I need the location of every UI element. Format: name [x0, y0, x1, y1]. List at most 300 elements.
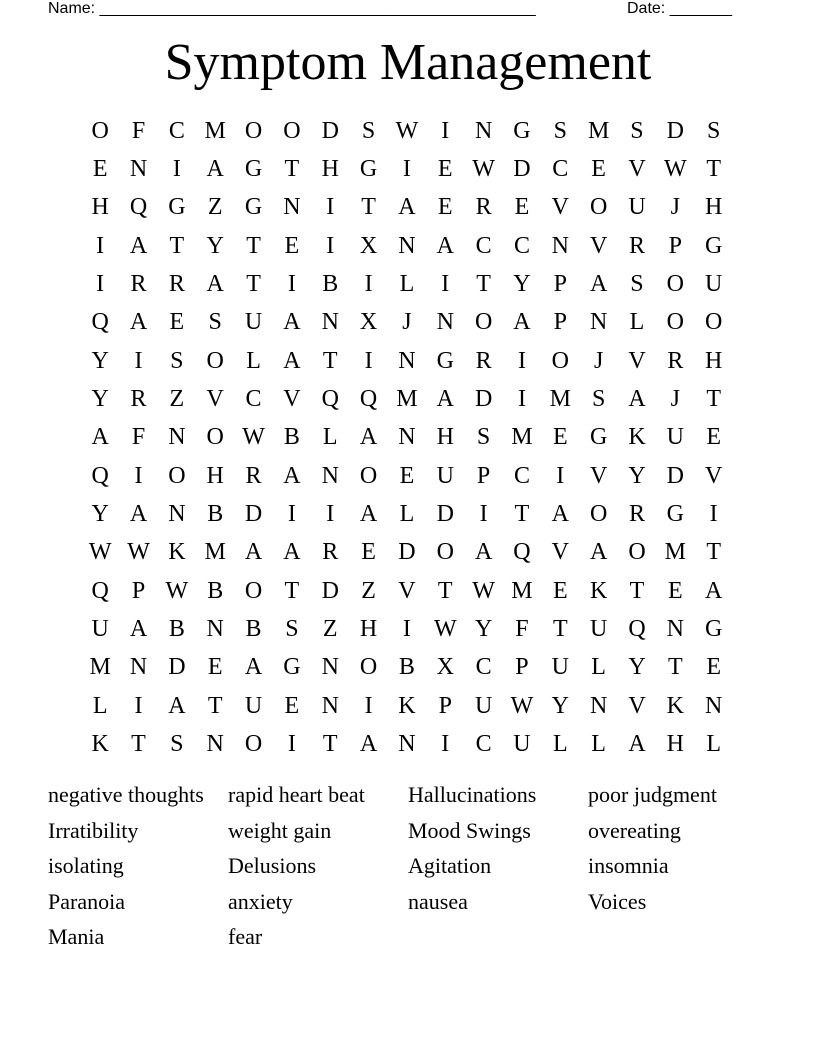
grid-letter: N [321, 309, 339, 336]
grid-letter: I [402, 156, 411, 183]
grid-letter: E [667, 577, 683, 604]
grid-letter: A [589, 271, 608, 298]
grid-letter: T [629, 577, 645, 604]
grid-letter: M [664, 539, 686, 566]
grid-letter: E [92, 156, 108, 183]
grid-letter: O [168, 462, 186, 489]
grid-letter: I [556, 462, 565, 489]
grid-letter: N [474, 117, 493, 144]
word-list-item: Delusions [228, 853, 316, 878]
grid-letter: E [169, 309, 185, 336]
grid-letter: M [511, 424, 533, 451]
grid-letter: G [168, 194, 186, 221]
grid-letter: C [475, 232, 492, 259]
grid-letter: N [168, 501, 186, 528]
grid-letter: C [245, 386, 262, 413]
grid-letter: U [244, 309, 263, 336]
grid-letter: A [283, 309, 301, 336]
grid-letter: A [551, 501, 569, 528]
grid-letter: E [399, 462, 415, 489]
grid-letter: N [168, 424, 186, 451]
grid-letter: B [207, 577, 224, 604]
grid-letter: C [513, 232, 530, 259]
grid-letter: O [244, 731, 263, 758]
grid-letter: N [398, 232, 416, 259]
grid-letter: F [131, 424, 146, 451]
grid-letter: A [436, 386, 454, 413]
grid-letter: O [91, 117, 109, 144]
grid-letter: E [207, 654, 223, 681]
grid-letter: N [206, 731, 224, 758]
grid-letter: A [206, 271, 224, 298]
grid-letter: V [206, 386, 224, 413]
grid-letter: L [591, 654, 606, 681]
grid-letter: I [364, 692, 373, 719]
word-list-item: Mania [48, 924, 105, 949]
grid-letter: I [326, 232, 335, 259]
grid-letter: P [131, 577, 146, 604]
grid-letter: A [359, 501, 378, 528]
grid-letter: J [593, 347, 604, 374]
grid-letter: N [129, 156, 148, 183]
grid-letter: N [589, 692, 608, 719]
grid-letter: G [666, 501, 684, 528]
grid-letter: E [706, 654, 721, 681]
grid-letter: I [134, 462, 143, 489]
grid-letter: O [244, 117, 263, 144]
grid-letter: S [361, 117, 376, 144]
grid-letter: T [706, 539, 721, 566]
grid-letter: Y [91, 501, 109, 528]
grid-letter: E [437, 194, 453, 221]
grid-letter: Y [206, 232, 224, 259]
grid-letter: U [628, 194, 646, 221]
grid-letter: I [441, 117, 450, 144]
grid-letter: A [206, 156, 224, 183]
grid-letter: H [321, 156, 339, 183]
grid-letter: L [629, 309, 645, 336]
grid-letter: P [553, 271, 567, 298]
grid-letter: B [398, 654, 415, 681]
word-list-item: Hallucinations [408, 782, 537, 807]
grid-letter: M [204, 539, 226, 566]
grid-letter: R [168, 271, 185, 298]
grid-letter: G [589, 424, 608, 451]
grid-letter: A [129, 309, 148, 336]
grid-letter: H [359, 616, 378, 643]
grid-letter: L [92, 692, 108, 719]
grid-letter: E [552, 577, 568, 604]
grid-letter: C [513, 462, 530, 489]
grid-letter: S [208, 309, 222, 336]
grid-letter: I [364, 271, 373, 298]
grid-letter: Z [207, 194, 223, 221]
grid-letter: I [287, 271, 296, 298]
grid-letter: T [246, 232, 261, 259]
letter-grid [81, 112, 735, 764]
grid-letter: P [438, 692, 452, 719]
grid-letter: R [130, 271, 147, 298]
grid-letter: M [587, 117, 610, 144]
grid-letter: N [283, 194, 301, 221]
grid-letter: T [322, 731, 338, 758]
grid-letter: U [436, 462, 454, 489]
grid-letter: T [476, 271, 491, 298]
grid-letter: Q [91, 462, 109, 489]
grid-letter: C [475, 731, 492, 758]
grid-letter: W [395, 117, 419, 144]
grid-letter: S [591, 386, 606, 413]
grid-letter: B [245, 616, 262, 643]
grid-letter: T [706, 156, 721, 183]
grid-letter: K [168, 539, 186, 566]
word-list-item: negative thoughts [48, 782, 204, 807]
grid-letter: U [474, 692, 493, 719]
grid-letter: D [321, 117, 339, 144]
grid-letter: O [244, 577, 263, 604]
grid-letter: I [517, 386, 526, 413]
grid-letter: M [89, 654, 111, 681]
grid-letter: D [474, 386, 493, 413]
grid-letter: X [436, 654, 454, 681]
grid-letter: A [628, 386, 646, 413]
grid-letter: K [666, 692, 684, 719]
grid-letter: N [321, 692, 339, 719]
grid-letter: T [284, 577, 300, 604]
grid-letter: G [244, 194, 263, 221]
grid-letter: T [207, 692, 223, 719]
grid-letter: O [206, 424, 224, 451]
grid-letter: G [359, 156, 378, 183]
grid-letter: N [321, 462, 339, 489]
grid-letter: T [169, 232, 185, 259]
word-list-item: overeating [588, 817, 681, 843]
grid-letter: N [705, 692, 723, 719]
word-list-item: weight gain [228, 817, 332, 843]
header-line [0, 0, 816, 22]
grid-letter: I [96, 271, 105, 298]
grid-letter: L [552, 731, 568, 758]
grid-letter: N [398, 731, 416, 758]
grid-letter: A [283, 347, 301, 374]
grid-letter: B [207, 501, 224, 528]
grid-letter: G [436, 347, 454, 374]
grid-letter: E [552, 424, 568, 451]
grid-letter: D [666, 462, 684, 489]
grid-letter: D [321, 577, 339, 604]
grid-letter: A [589, 539, 608, 566]
word-list-item: Mood Swings [408, 817, 531, 843]
grid-letter: N [321, 654, 339, 681]
grid-letter: Q [129, 194, 148, 221]
grid-letter: I [134, 347, 143, 374]
grid-letter: Y [474, 616, 493, 643]
grid-letter: Y [91, 347, 109, 374]
grid-letter: Q [628, 616, 646, 643]
word-list-item: insomnia [588, 853, 669, 878]
grid-letter: I [287, 731, 296, 758]
page-title: Symptom Management [164, 34, 652, 91]
grid-letter: P [476, 462, 491, 489]
grid-letter: Y [628, 462, 646, 489]
grid-letter: A [129, 501, 148, 528]
grid-letter: C [475, 654, 492, 681]
grid-letter: N [589, 309, 608, 336]
grid-letter: G [283, 654, 301, 681]
grid-letter: I [402, 616, 411, 643]
grid-letter: E [361, 539, 376, 566]
grid-letter: A [168, 692, 186, 719]
grid-letter: R [628, 232, 645, 259]
grid-letter: H [206, 462, 224, 489]
grid-letter: O [359, 462, 378, 489]
grid-letter: O [589, 501, 608, 528]
grid-letter: V [589, 462, 608, 489]
word-list-item: isolating [48, 853, 124, 878]
grid-letter: N [551, 232, 569, 259]
grid-letter: L [399, 271, 415, 298]
grid-letter: I [441, 271, 450, 298]
grid-letter: R [475, 347, 492, 374]
grid-letter: N [666, 616, 684, 643]
grid-letter: V [589, 232, 608, 259]
grid-letter: D [168, 654, 186, 681]
grid-letter: E [437, 156, 453, 183]
grid-letter: T [246, 271, 261, 298]
grid-letter: T [322, 347, 338, 374]
grid-letter: N [398, 424, 416, 451]
grid-letter: A [436, 232, 454, 259]
grid-letter: V [283, 386, 301, 413]
grid-letter: V [628, 692, 646, 719]
grid-letter: R [628, 501, 645, 528]
grid-letter: J [670, 386, 680, 413]
grid-letter: U [705, 271, 723, 298]
grid-letter: D [436, 501, 454, 528]
grid-letter: O [589, 194, 608, 221]
grid-letter: I [709, 501, 718, 528]
grid-letter: T [514, 501, 530, 528]
grid-letter: G [705, 232, 723, 259]
grid-letter: Y [551, 692, 569, 719]
grid-letter: N [129, 654, 148, 681]
grid-letter: V [628, 347, 646, 374]
grid-letter: D [244, 501, 263, 528]
grid-letter: K [589, 577, 608, 604]
grid-letter: A [628, 731, 646, 758]
grid-letter: A [474, 539, 493, 566]
grid-letter: I [287, 501, 296, 528]
grid-letter: S [706, 117, 721, 144]
grid-letter: W [88, 539, 112, 566]
grid-letter: H [705, 347, 723, 374]
grid-letter: L [246, 347, 261, 374]
grid-letter: O [474, 309, 493, 336]
grid-letter: I [479, 501, 488, 528]
grid-letter: W [510, 692, 534, 719]
grid-letter: R [667, 347, 684, 374]
grid-letter: A [91, 424, 109, 451]
grid-letter: Z [322, 616, 338, 643]
grid-letter: R [130, 386, 147, 413]
grid-letter: M [511, 577, 533, 604]
word-list-item: anxiety [228, 888, 293, 914]
grid-letter: O [436, 539, 454, 566]
grid-letter: K [91, 731, 109, 758]
grid-letter: H [666, 731, 684, 758]
grid-letter: T [552, 616, 568, 643]
grid-letter: T [361, 194, 376, 221]
grid-letter: I [326, 194, 335, 221]
grid-letter: D [666, 117, 684, 144]
grid-letter: A [129, 232, 148, 259]
grid-letter: A [705, 577, 723, 604]
grid-letter: E [514, 194, 530, 221]
grid-letter: O [551, 347, 569, 374]
grid-letter: S [285, 616, 299, 643]
grid-letter: C [168, 117, 185, 144]
word-list-item: Agitation [408, 853, 492, 878]
word-list-item: poor judgment [588, 782, 717, 807]
grid-letter: G [244, 156, 263, 183]
grid-letter: L [706, 731, 721, 758]
grid-letter: T [131, 731, 146, 758]
grid-letter: D [398, 539, 416, 566]
grid-letter: T [667, 654, 683, 681]
grid-letter: B [283, 424, 300, 451]
grid-letter: O [705, 309, 723, 336]
grid-letter: O [359, 654, 378, 681]
grid-letter: N [398, 347, 416, 374]
grid-letter: B [168, 616, 185, 643]
grid-letter: Y [628, 654, 646, 681]
grid-letter: O [666, 309, 684, 336]
grid-letter: A [244, 539, 263, 566]
grid-letter: U [244, 692, 263, 719]
grid-letter: L [399, 501, 415, 528]
grid-letter: D [513, 156, 531, 183]
grid-letter: E [284, 692, 300, 719]
grid-letter: H [91, 194, 109, 221]
grid-letter: K [628, 424, 646, 451]
grid-letter: R [245, 462, 262, 489]
word-list-item: nausea [408, 888, 468, 914]
grid-letter: V [628, 156, 646, 183]
grid-letter: G [513, 117, 531, 144]
grid-letter: S [630, 271, 644, 298]
grid-letter: E [284, 232, 300, 259]
grid-letter: L [322, 424, 338, 451]
grid-letter: S [553, 117, 567, 144]
word-list [48, 780, 768, 958]
grid-letter: T [284, 156, 300, 183]
grid-letter: Q [513, 539, 531, 566]
grid-letter: U [551, 654, 569, 681]
grid-letter: U [666, 424, 684, 451]
grid-letter: S [630, 117, 644, 144]
grid-letter: A [283, 462, 301, 489]
grid-letter: Q [91, 577, 109, 604]
grid-letter: P [515, 654, 529, 681]
grid-letter: U [513, 731, 531, 758]
grid-letter: U [91, 616, 109, 643]
date-field[interactable]: Date: _______ [627, 0, 732, 17]
grid-letter: Z [169, 386, 185, 413]
grid-letter: S [170, 347, 184, 374]
grid-letter: A [359, 731, 378, 758]
grid-letter: S [476, 424, 491, 451]
grid-letter: N [206, 616, 224, 643]
grid-letter: A [283, 539, 301, 566]
grid-letter: A [244, 654, 263, 681]
grid-letter: V [705, 462, 723, 489]
grid-letter: M [204, 117, 226, 144]
grid-letter: P [553, 309, 567, 336]
grid-letter: I [96, 232, 105, 259]
grid-letter: E [706, 424, 721, 451]
grid-letter: U [589, 616, 608, 643]
grid-letter: A [398, 194, 416, 221]
grid-letter: A [129, 616, 148, 643]
grid-letter: I [364, 347, 373, 374]
grid-letter: A [513, 309, 531, 336]
word-list-item: rapid heart beat [228, 782, 365, 807]
grid-letter: W [472, 156, 495, 183]
grid-letter: S [170, 731, 184, 758]
word-list-item: Voices [588, 888, 647, 914]
grid-letter: C [552, 156, 569, 183]
grid-letter: V [551, 194, 569, 221]
grid-letter: Q [321, 386, 339, 413]
word-list-item: fear [228, 924, 263, 949]
grid-letter: H [705, 194, 723, 221]
grid-letter: W [242, 424, 265, 451]
grid-letter: X [359, 309, 378, 336]
grid-letter: Q [359, 386, 378, 413]
grid-letter: M [396, 386, 418, 413]
grid-letter: O [628, 539, 646, 566]
word-list-item: Irratibility [48, 817, 139, 843]
grid-letter: J [402, 309, 412, 336]
grid-letter: O [666, 271, 684, 298]
grid-letter: A [359, 424, 378, 451]
grid-letter: W [127, 539, 150, 566]
grid-letter: M [549, 386, 571, 413]
grid-letter: N [436, 309, 454, 336]
grid-letter: E [591, 156, 606, 183]
grid-letter: H [436, 424, 454, 451]
grid-letter: I [441, 731, 450, 758]
grid-letter: W [433, 616, 457, 643]
grid-letter: I [326, 501, 335, 528]
grid-letter: F [515, 616, 529, 643]
grid-letter: W [472, 577, 495, 604]
name-field[interactable]: Name: _________________________________________________ [48, 0, 536, 17]
grid-letter: T [437, 577, 453, 604]
grid-letter: I [172, 156, 181, 183]
grid-letter: Y [91, 386, 109, 413]
grid-letter: W [165, 577, 189, 604]
grid-letter: L [591, 731, 606, 758]
grid-letter: G [705, 616, 723, 643]
grid-letter: W [664, 156, 687, 183]
grid-letter: K [398, 692, 416, 719]
grid-letter: Y [513, 271, 531, 298]
grid-letter: J [670, 194, 680, 221]
grid-letter: Q [91, 309, 109, 336]
grid-letter: I [517, 347, 526, 374]
grid-letter: B [322, 271, 339, 298]
